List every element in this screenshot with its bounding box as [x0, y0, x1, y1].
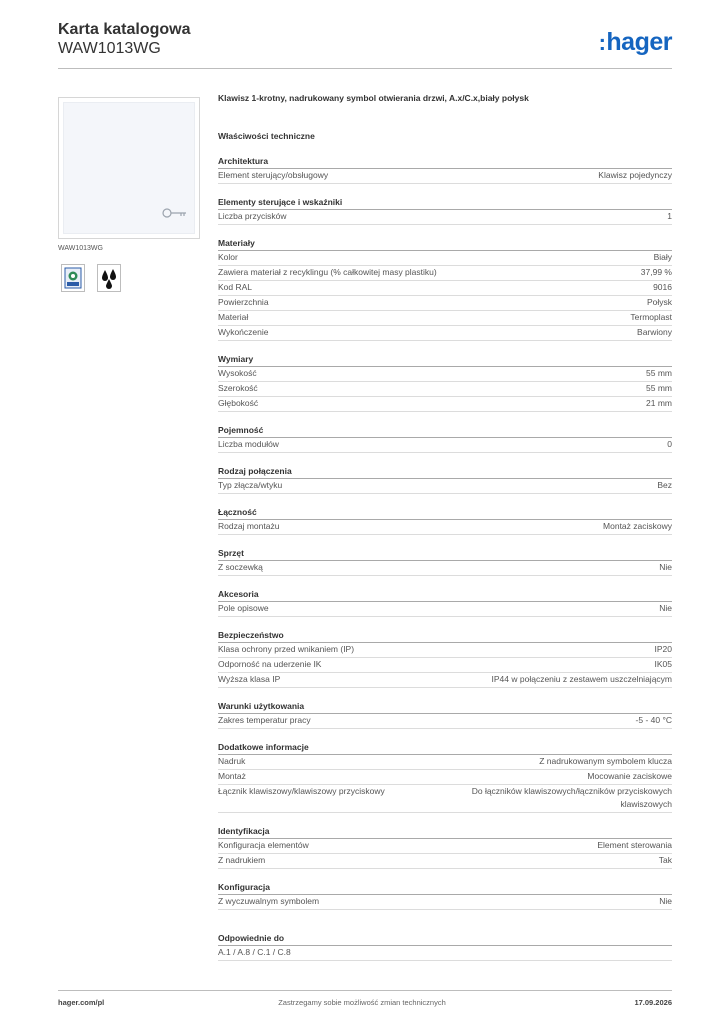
spec-row — [218, 673, 672, 688]
spec-row — [218, 382, 672, 397]
spec-section — [218, 465, 672, 494]
spec-label: Nadruk — [218, 756, 246, 766]
spec-section — [218, 825, 672, 869]
spec-row — [218, 251, 672, 266]
spec-section — [218, 196, 672, 225]
spec-row — [218, 169, 672, 184]
section-title: Konfiguracja — [218, 881, 672, 895]
spec-section — [218, 629, 672, 688]
spec-label: Wykończenie — [218, 327, 269, 337]
key-symbol-icon — [162, 207, 188, 219]
section-title: Sprzęt — [218, 547, 672, 561]
spec-value: Element sterowania — [597, 840, 672, 850]
spec-row — [218, 643, 672, 658]
spec-row — [218, 602, 672, 617]
spec-row — [218, 946, 672, 961]
spec-value: 1 — [667, 211, 672, 221]
spec-row — [218, 755, 672, 770]
spec-row — [218, 854, 672, 869]
spec-value: 37,99 % — [640, 267, 672, 277]
spec-label: Zakres temperatur pracy — [218, 715, 311, 725]
footer-divider — [58, 990, 672, 991]
section-title: Identyfikacja — [218, 825, 672, 839]
section-title: Pojemność — [218, 424, 672, 438]
spec-row — [218, 770, 672, 785]
spec-label: Głębokość — [218, 398, 259, 408]
spec-value: Barwiony — [637, 327, 672, 337]
spec-label: Z soczewką — [218, 562, 263, 572]
section-title: Elementy sterujące i wskaźniki — [218, 196, 672, 210]
spec-value: IP20 — [654, 644, 672, 654]
spec-label: Klasa ochrony przed wnikaniem (IP) — [218, 644, 355, 654]
spec-value: Termoplast — [630, 312, 672, 322]
spec-label: Kod RAL — [218, 282, 253, 292]
footer-disclaimer: Zastrzegamy sobie możliwość zmian technicznych — [278, 998, 446, 1007]
spec-row — [218, 397, 672, 412]
spec-value: Nie — [659, 603, 672, 613]
spec-label: Montaż — [218, 771, 246, 781]
document-title: Karta katalogowa — [58, 21, 191, 38]
spec-value: Tak — [658, 855, 672, 865]
spec-section — [218, 424, 672, 453]
spec-row — [218, 367, 672, 382]
section-title: Łączność — [218, 506, 672, 520]
spec-label: Wyższa klasa IP — [218, 674, 281, 684]
technical-properties-heading: Właściwości techniczne — [218, 131, 315, 141]
spec-value: IK05 — [654, 659, 672, 669]
product-code: WAW1013WG — [58, 40, 161, 57]
spec-content — [218, 93, 672, 961]
spec-value: Z nadrukowanym symbolem klucza — [539, 756, 672, 766]
hager-logo: :hager — [598, 28, 672, 56]
recycling-cert-icon — [61, 264, 85, 292]
section-title: Akcesoria — [218, 588, 672, 602]
spec-value: Nie — [659, 562, 672, 572]
spec-section — [218, 741, 672, 813]
spec-value: 9016 — [653, 282, 672, 292]
header-divider — [58, 68, 672, 69]
spec-value: 55 mm — [646, 368, 672, 378]
spec-row — [218, 714, 672, 729]
spec-row — [218, 210, 672, 225]
spec-value: Połysk — [646, 297, 672, 307]
spec-label: Z nadrukiem — [218, 855, 266, 865]
spec-value: Do łączników klawiszowych/łączników przyciskowych klawiszowych — [471, 786, 672, 809]
spec-value: Bez — [657, 480, 672, 490]
spec-label: Szerokość — [218, 383, 258, 393]
switch-plate — [63, 102, 195, 234]
spec-label: Łącznik klawiszowy/klawiszowy przyciskowy — [218, 786, 385, 796]
spec-section — [218, 588, 672, 617]
spec-label: Materiał — [218, 312, 249, 322]
spec-row — [218, 296, 672, 311]
spec-row — [218, 326, 672, 341]
spec-label: Z wyczuwalnym symbolem — [218, 896, 320, 906]
section-title: Rodzaj połączenia — [218, 465, 672, 479]
section-title: Warunki użytkowania — [218, 700, 672, 714]
spec-sections — [218, 155, 672, 961]
spec-value: Biały — [653, 252, 672, 262]
spec-row — [218, 839, 672, 854]
spec-value: 55 mm — [646, 383, 672, 393]
spec-label: Liczba modułów — [218, 439, 279, 449]
image-caption: WAW1013WG — [58, 245, 103, 252]
spec-section — [218, 506, 672, 535]
spec-row — [218, 311, 672, 326]
spec-label: Konfiguracja elementów — [218, 840, 309, 850]
spec-value: Montaż zaciskowy — [603, 521, 672, 531]
spec-section — [218, 353, 672, 412]
spec-section — [218, 547, 672, 576]
section-title: Materiały — [218, 237, 672, 251]
spec-label: Pole opisowe — [218, 603, 269, 613]
spec-label: Typ złącza/wtyku — [218, 480, 283, 490]
spec-value: Nie — [659, 896, 672, 906]
product-description: Klawisz 1-krotny, nadrukowany symbol otwierania drzwi, A.x/C.x,biały połysk — [218, 93, 529, 103]
spec-value: Mocowanie zaciskowe — [587, 771, 672, 781]
spec-label: Liczba przycisków — [218, 211, 287, 221]
spec-value: 21 mm — [646, 398, 672, 408]
spec-row — [218, 520, 672, 535]
spec-section — [218, 700, 672, 729]
spec-row — [218, 658, 672, 673]
spec-row — [218, 895, 672, 910]
spec-section — [218, 932, 672, 961]
product-image — [58, 97, 200, 239]
logo-text: hager — [606, 28, 672, 56]
footer-date: 17.09.2026 — [634, 998, 672, 1007]
spec-row — [218, 266, 672, 281]
section-title: Dodatkowe informacje — [218, 741, 672, 755]
spec-section — [218, 155, 672, 184]
spec-value: -5 - 40 °C — [635, 715, 672, 725]
spec-label: Powierzchnia — [218, 297, 269, 307]
spec-label: Zawiera materiał z recyklingu (% całkowitej masy plastiku) — [218, 267, 437, 277]
spec-label: Odporność na uderzenie IK — [218, 659, 322, 669]
section-title: Bezpieczeństwo — [218, 629, 672, 643]
footer-website[interactable]: hager.com/pl — [58, 998, 105, 1007]
spec-label: Wysokość — [218, 368, 257, 378]
spec-row — [218, 281, 672, 296]
spec-label: Kolor — [218, 252, 238, 262]
water-drops-icon — [97, 264, 121, 292]
spec-section — [218, 237, 672, 341]
spec-section — [218, 881, 672, 910]
spec-label: Rodzaj montażu — [218, 521, 280, 531]
spec-label: A.1 / A.8 / C.1 / C.8 — [218, 947, 291, 957]
spec-value: Klawisz pojedynczy — [598, 170, 672, 180]
spec-row — [218, 785, 672, 813]
section-title: Odpowiednie do — [218, 932, 672, 946]
spec-label: Element sterujący/obsługowy — [218, 170, 329, 180]
spec-row — [218, 438, 672, 453]
spec-value: IP44 w połączeniu z zestawem uszczelniającym — [491, 674, 672, 684]
spec-row — [218, 479, 672, 494]
section-title: Wymiary — [218, 353, 672, 367]
spec-value: 0 — [667, 439, 672, 449]
section-title: Architektura — [218, 155, 672, 169]
spec-row — [218, 561, 672, 576]
